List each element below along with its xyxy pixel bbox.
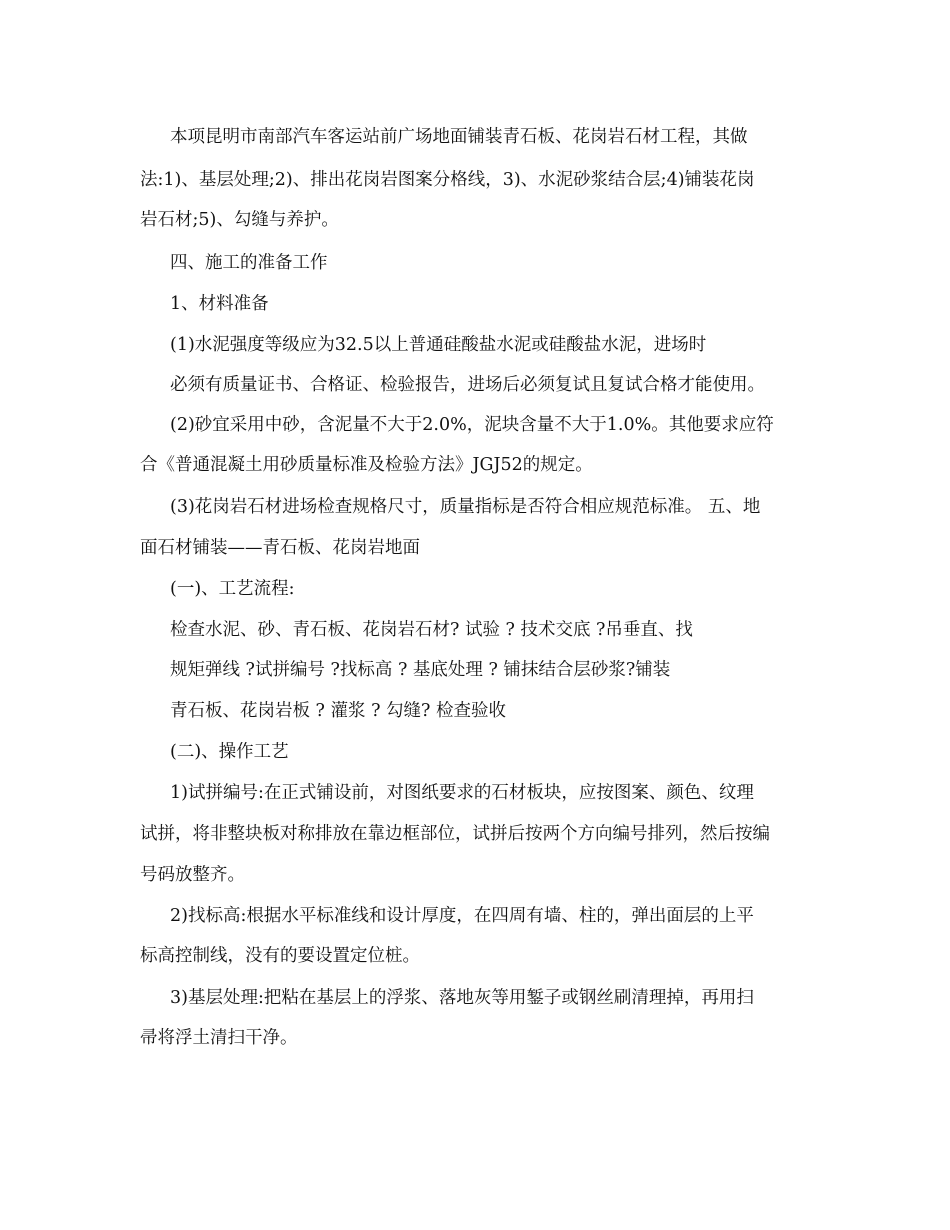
subsection-heading: 1、材料准备	[170, 294, 269, 314]
subsection-heading: (二)、操作工艺	[170, 742, 289, 762]
body-text-line: 法:1)、基层处理;2)、排出花岗岩图案分格线，3)、水泥砂浆结合层;4)铺装花岗	[140, 170, 755, 190]
body-text-line: 必须有质量证书、合格证、检验报告，进场后必须复试且复试合格才能使用。	[170, 375, 765, 395]
body-text-line: 岩石材;5)、勾缝与养护。	[140, 210, 339, 230]
subsection-heading: (一)、工艺流程:	[170, 579, 295, 599]
process-flow-line: 青石板、花岗岩板 ? 灌浆 ? 勾缝? 检查验收	[170, 701, 506, 721]
body-text-line: 本项昆明市南部汽车客运站前广场地面铺装青石板、花岗岩石材工程，其做	[170, 127, 748, 147]
body-text-line: 帚将浮土清扫干净。	[140, 1028, 298, 1048]
section-heading: 四、施工的准备工作	[170, 253, 328, 273]
body-text-line: (2)砂宜采用中砂，含泥量不大于2.0%，泥块含量不大于1.0%。其他要求应符	[170, 415, 774, 435]
body-text-line: 标高控制线，没有的要设置定位桩。	[140, 946, 420, 966]
body-text-line: 合《普通混凝土用砂质量标准及检验方法》JGJ52的规定。	[140, 455, 593, 475]
body-text-line: 2)找标高:根据水平标准线和设计厚度，在四周有墙、柱的，弹出面层的上平	[170, 906, 754, 926]
body-text-line: 3)基层处理:把粘在基层上的浮浆、落地灰等用錾子或钢丝刷清理掉，再用扫	[170, 988, 754, 1008]
body-text-line: 试拼，将非整块板对称排放在靠边框部位，试拼后按两个方向编号排列，然后按编	[140, 824, 770, 844]
body-text-line: (1)水泥强度等级应为32.5以上普通硅酸盐水泥或硅酸盐水泥，进场时	[170, 335, 707, 355]
body-text-line: 1)试拼编号:在正式铺设前，对图纸要求的石材板块，应按图案、颜色、纹理	[170, 783, 754, 803]
body-text-line: 面石材铺装——青石板、花岗岩地面	[140, 538, 420, 558]
body-text-line: (3)花岗岩石材进场检查规格尺寸，质量指标是否符合相应规范标准。 五、地	[170, 497, 761, 517]
body-text-line: 号码放整齐。	[140, 865, 245, 885]
process-flow-line: 规矩弹线 ?试拼编号 ?找标高 ? 基底处理 ? 铺抹结合层砂浆?铺装	[170, 660, 671, 680]
process-flow-line: 检查水泥、砂、青石板、花岗岩石材? 试验 ? 技术交底 ?吊垂直、找	[170, 620, 693, 640]
